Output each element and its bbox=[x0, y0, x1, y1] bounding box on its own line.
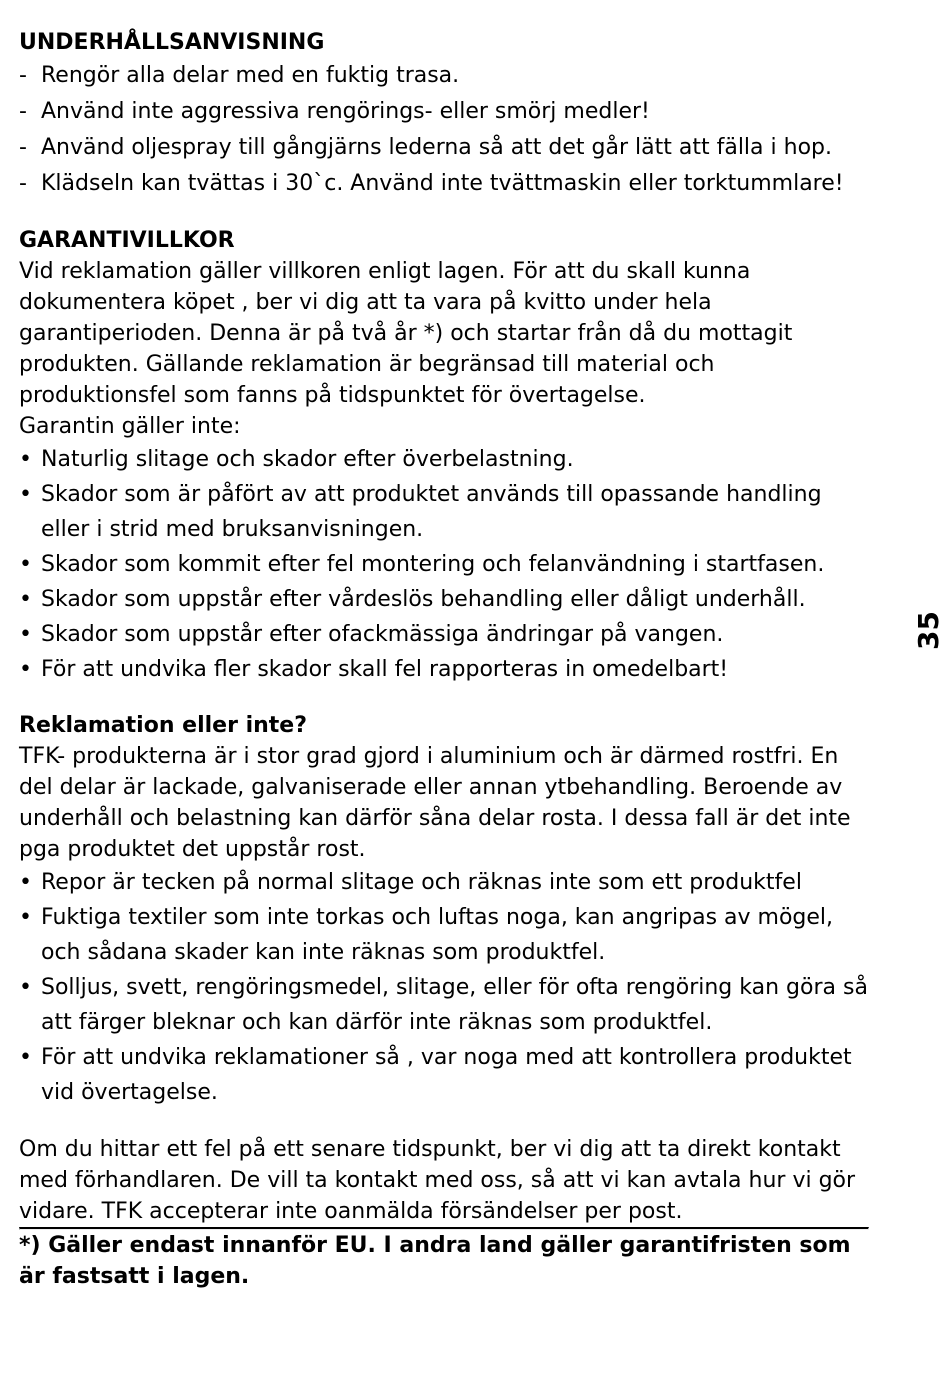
bullet-icon: • bbox=[19, 622, 32, 647]
list-item: • Skador som är påfört av att produktet används till opassande handling eller i strid med bruksanvisningen. bbox=[19, 477, 869, 547]
warranty-list bbox=[19, 442, 869, 687]
footnote: *) Gäller endast innanför EU. I andra land gäller garantifristen som är fastsatt i lagen. bbox=[19, 1233, 851, 1289]
bullet-icon: • bbox=[19, 482, 32, 507]
list-item: • För att undvika reklamationer så , var noga med att kontrollera produktet vid övertagelse. bbox=[19, 1040, 869, 1110]
bullet-icon: • bbox=[19, 1045, 32, 1070]
list-item: - Klädseln kan tvättas i 30`c. Använd inte tvättmaskin eller torktummlare! bbox=[19, 166, 869, 202]
dash-marker: - bbox=[19, 171, 27, 196]
list-item: • Naturlig slitage och skador efter överbelastning. bbox=[19, 442, 869, 477]
list-item: - Använd inte aggressiva rengörings- eller smörj medler! bbox=[19, 94, 869, 130]
list-item: • Repor är tecken på normal slitage och räknas inte som ett produktfel bbox=[19, 865, 869, 900]
closing-paragraph: Om du hittar ett fel på ett senare tidspunkt, ber vi dig att ta direkt kontakt med förhandlaren. De vill ta kontakt med oss, så att vi kan avtala hur vi gör vidare. TFK accepterar inte oanmälda försändelser per post. bbox=[19, 1137, 856, 1224]
maintenance-list bbox=[19, 58, 869, 202]
warranty-not-covered-label: Garantin gäller inte: bbox=[19, 414, 241, 439]
list-item: - Använd oljespray till gångjärns lederna så att det går lätt att fälla i hop. bbox=[19, 130, 869, 166]
page-number: 35 bbox=[912, 611, 945, 650]
list-item: • Solljus, svett, rengöringsmedel, slitage, eller för ofta rengöring kan göra så att färger bleknar och kan därför inte räknas som produktfel. bbox=[19, 970, 869, 1040]
dash-marker: - bbox=[19, 135, 27, 160]
list-item: • Skador som kommit efter fel montering och felanvändning i startfasen. bbox=[19, 547, 869, 582]
bullet-icon: • bbox=[19, 552, 32, 577]
list-item: • Skador som uppstår efter ofackmässiga ändringar på vangen. bbox=[19, 617, 869, 652]
list-item: - Rengör alla delar med en fuktig trasa. bbox=[19, 58, 869, 94]
warranty-heading: GARANTIVILLKOR bbox=[19, 228, 235, 253]
list-item: • Skador som uppstår efter vårdeslös behandling eller dåligt underhåll. bbox=[19, 582, 869, 617]
maintenance-heading: UNDERHÅLLSANVISNING bbox=[19, 30, 325, 55]
list-item: • För att undvika fler skador skall fel rapporteras in omedelbart! bbox=[19, 652, 869, 687]
complaint-heading: Reklamation eller inte? bbox=[19, 713, 307, 738]
warranty-intro: Vid reklamation gäller villkoren enligt lagen. För att du skall kunna dokumentera köpet , ber vi dig att ta vara på kvitto under hela garantiperioden. Denna är på två år *) och startar från då du mottagit produkten. Gällande reklamation är begränsad till material och produktionsfel som fanns på tidspunktet för övertagelse. bbox=[19, 259, 793, 408]
dash-marker: - bbox=[19, 63, 27, 88]
list-item: • Fuktiga textiler som inte torkas och luftas noga, kan angripas av mögel, och sådana skader kan inte räknas som produktfel. bbox=[19, 900, 869, 970]
manual-page bbox=[19, 28, 869, 1292]
bullet-icon: • bbox=[19, 975, 32, 1000]
dash-marker: - bbox=[19, 99, 27, 124]
bullet-icon: • bbox=[19, 587, 32, 612]
bullet-icon: • bbox=[19, 870, 32, 895]
bullet-icon: • bbox=[19, 447, 32, 472]
bullet-icon: • bbox=[19, 905, 32, 930]
complaint-list bbox=[19, 865, 869, 1110]
bullet-icon: • bbox=[19, 657, 32, 682]
complaint-intro: TFK- produkterna är i stor grad gjord i aluminium och är därmed rostfri. En del delar är lackade, galvaniserade eller annan ytbehandling. Beroende av underhåll och belastning kan därför såna delar rosta. I dessa fall är det inte pga produktet det uppstår rost. bbox=[19, 744, 851, 862]
